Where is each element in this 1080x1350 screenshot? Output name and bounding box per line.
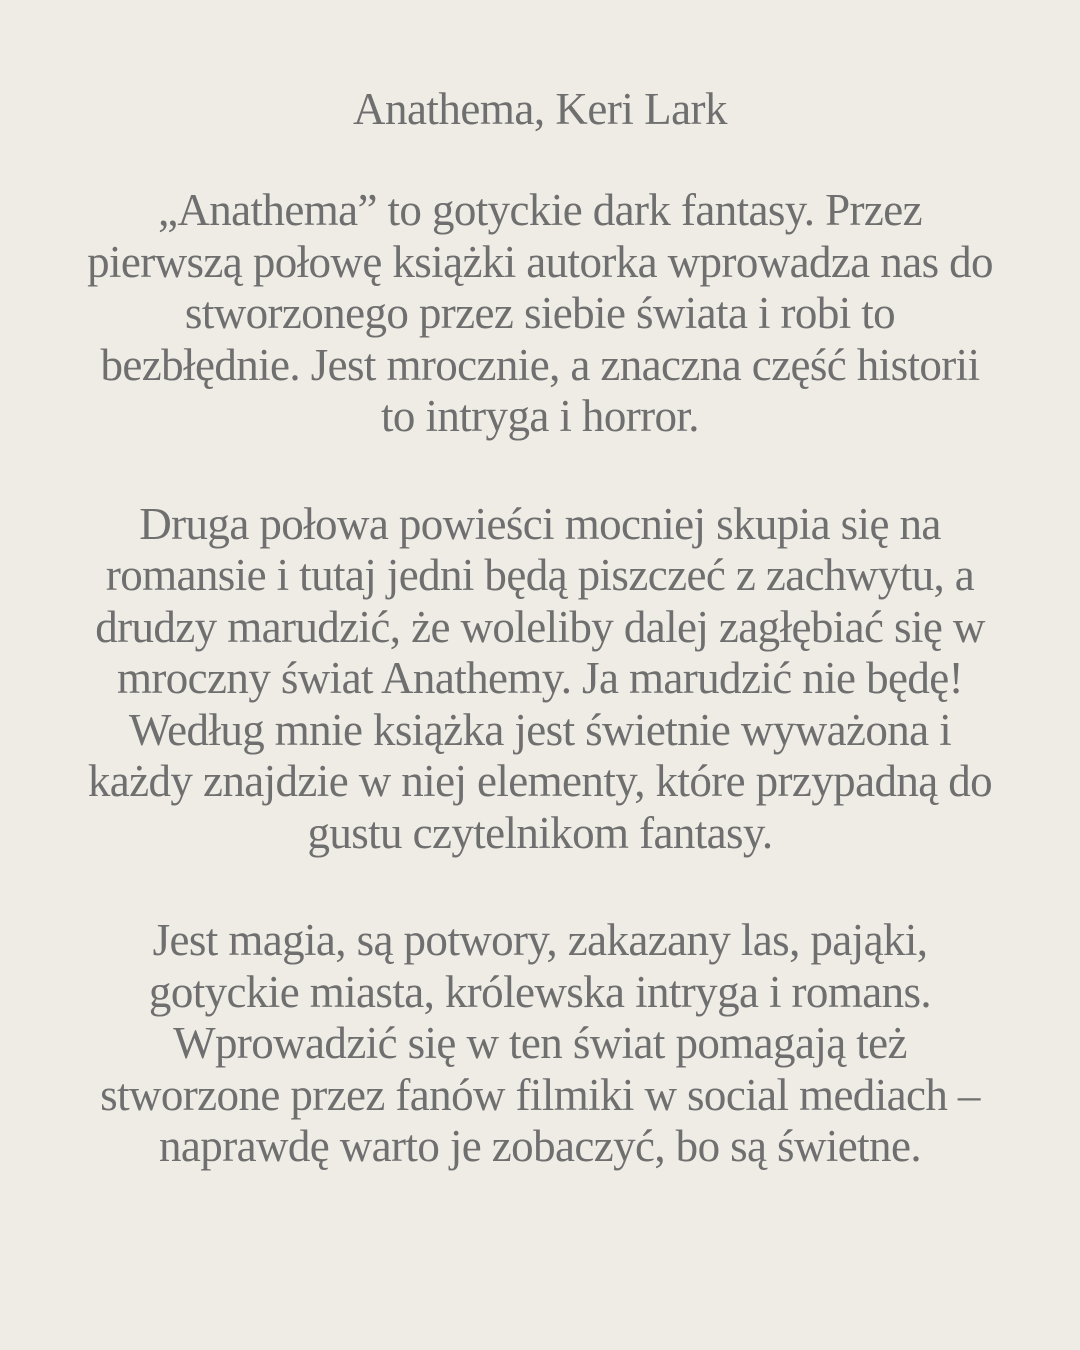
text-line: pierwszą połowę książki autorka wprowadza nas do (87, 236, 993, 287)
review-paragraph-1 (20, 185, 1060, 443)
text-line: stworzonego przez siebie świata i robi to (184, 288, 896, 338)
text-line: „Anathema” to gotyckie dark fantasy. Przez (157, 185, 923, 235)
text-line: gotyckie miasta, królewska intryga i romans. (148, 966, 932, 1017)
review-body (20, 185, 1060, 1229)
book-title: Anathema, Keri Lark (352, 84, 728, 134)
text-line: każdy znajdzie w niej elementy, które przypadną do (87, 756, 993, 806)
text-line: naprawdę warto je zobaczyć, bo są świetne. (159, 1121, 921, 1171)
review-paragraph-3 (20, 915, 1060, 1173)
text-line: gustu czytelnikom fantasy. (307, 807, 773, 858)
text-line: stworzone przez fanów filmiki w social mediach – (100, 1069, 980, 1120)
text-line: to intryga i horror. (381, 391, 699, 441)
text-line: drudzy marudzić, że woleliby dalej zagłębiać się w (95, 601, 985, 652)
text-line: Według mnie książka jest świetnie wyważona i (128, 704, 952, 755)
review-paragraph-2 (20, 499, 1060, 860)
text-line: Wprowadzić się w ten świat pomagają też (173, 1018, 907, 1068)
text-line: mroczny świat Anathemy. Ja marudzić nie będę! (116, 653, 964, 703)
text-line: Jest magia, są potwory, zakazany las, pająki, (152, 915, 928, 965)
text-line: Druga połowa powieści mocniej skupia się na (139, 498, 941, 549)
text-line: romansie i tutaj jedni będą piszczeć z zachwytu, a (105, 550, 975, 600)
text-line: bezbłędnie. Jest mrocznie, a znaczna część historii (100, 339, 980, 390)
